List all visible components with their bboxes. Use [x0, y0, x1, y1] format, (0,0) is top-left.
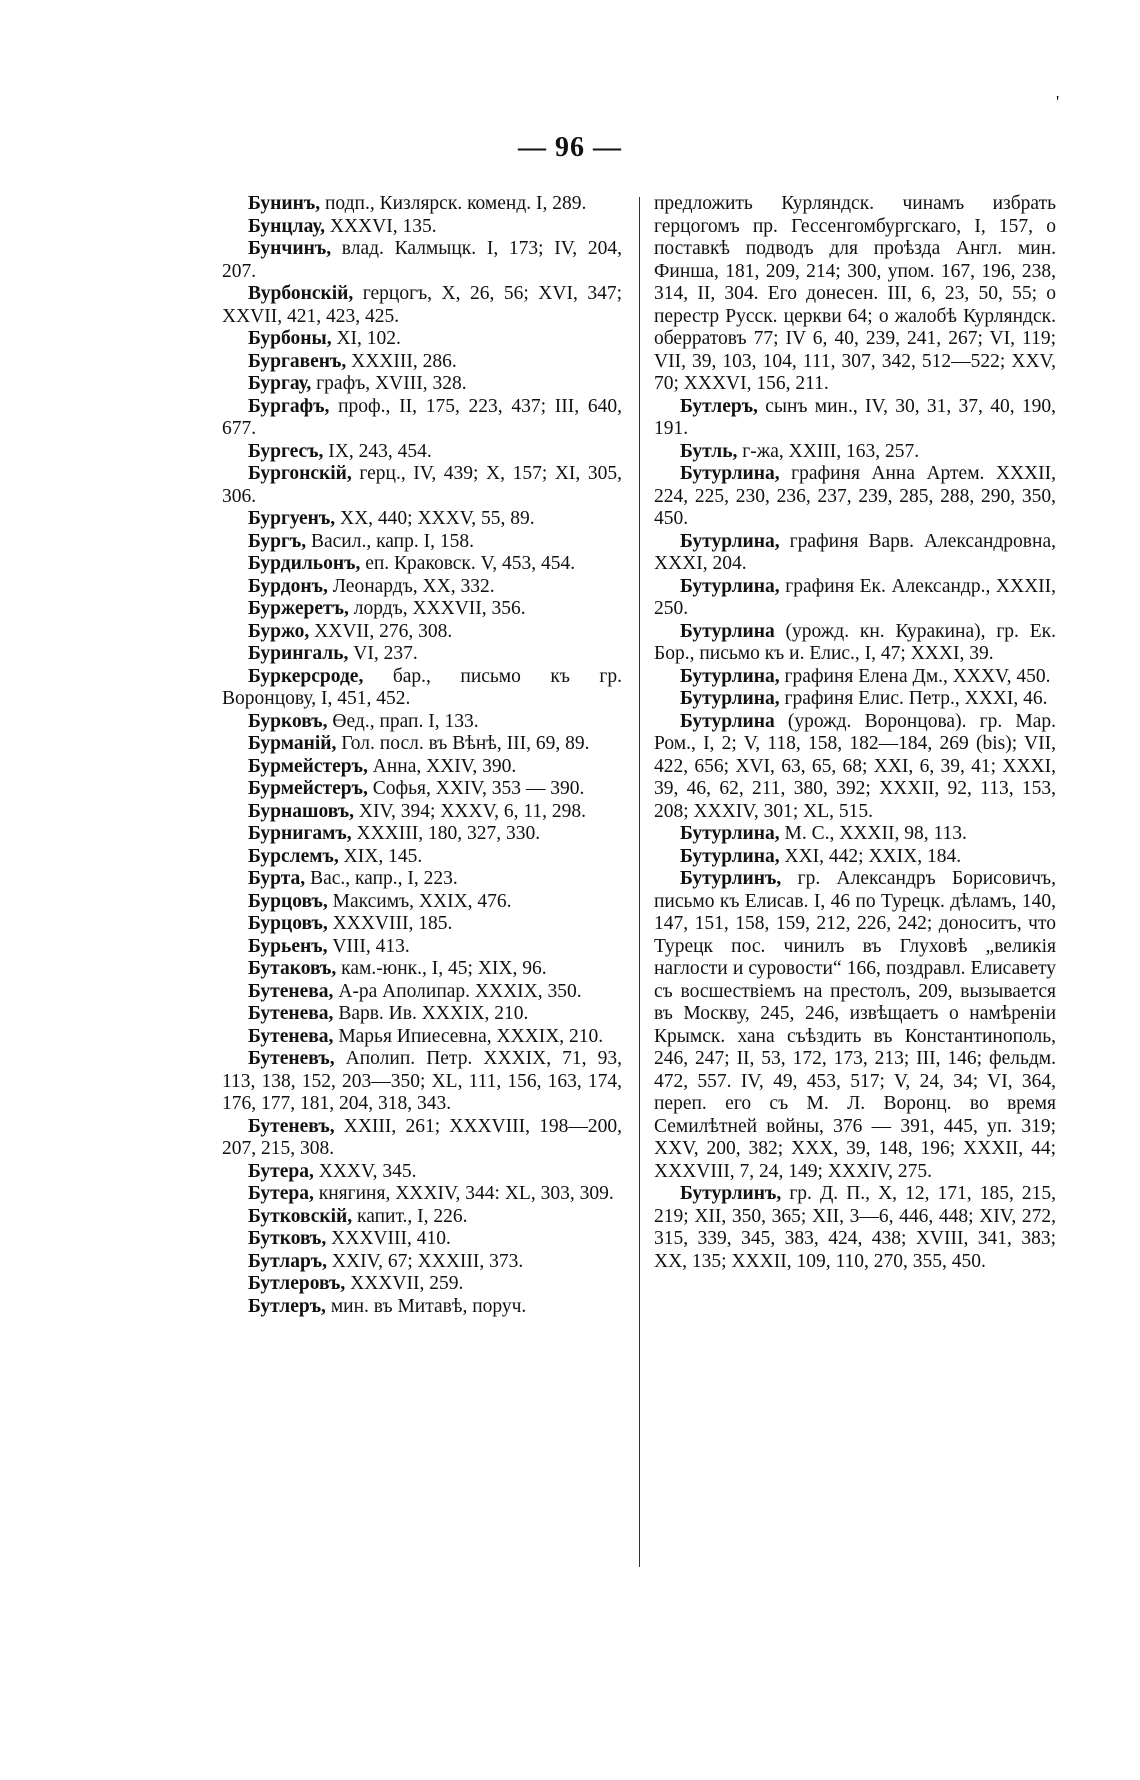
entry-references: XXXIII, 180, 327, 330.: [356, 823, 541, 844]
index-entry: [222, 868, 622, 891]
index-entry: [222, 936, 622, 959]
entry-references: гр. Александръ Борисовичъ, письмо къ Елисав. I, 46 по Турецк. дѣламъ, 140, 147, 151, 158, 159, 212, 226, 242; доноситъ, что Турецк пос. чинилъ въ Глуховѣ „великія наглости и суровости“ 166, поздравл. Елисавету съ восшествіемъ на престолъ, 209, вызывается въ Москву, 245, 246, извѣщаетъ о намѣреніи Крымск. хана съѣздить въ Константинополь, 246, 247; II, 53, 172, 173, 213; III, 146; фельдм. 472, 557. IV, 49, 453, 517; V, 24, 34; VI, 364, переп. его съ М. Л. Воронц. во время Семилѣтней войны, 376 — 391, 445, уп. 319; XXV, 200, 382; XXX, 39, 148, 196; XXXII, 44; XXXVIII, 7, 24, 149; XXXIV, 275.: [654, 868, 1056, 1182]
index-entry: [222, 846, 622, 869]
index-entry: [222, 1251, 622, 1274]
index-entry: [222, 801, 622, 824]
entry-heading: Бургау,: [248, 373, 312, 394]
index-entry: [222, 1161, 622, 1184]
entry-references: VI, 237.: [353, 643, 418, 664]
entry-heading: Бутенева,: [248, 1003, 334, 1024]
entry-heading: Бунинъ,: [248, 193, 321, 214]
entry-references: IX, 243, 454.: [328, 440, 432, 462]
left-column: [222, 193, 622, 1318]
index-entry: [222, 981, 622, 1004]
entry-heading: Бурслемъ,: [248, 845, 339, 867]
entry-references: г-жа, XXIII, 163, 257.: [742, 440, 920, 462]
entry-references: М. С., XXXII, 98, 113.: [784, 823, 967, 844]
index-entry: [654, 666, 1056, 689]
index-entry: [222, 1026, 622, 1049]
entry-heading: Бурманій,: [248, 733, 337, 754]
index-entry: [222, 396, 622, 441]
entry-heading: Бургавенъ,: [248, 350, 347, 372]
index-entry: [654, 823, 1056, 846]
entry-references: XXXVIII, 410.: [331, 1228, 451, 1249]
entry-references: XX, 440; XXXV, 55, 89.: [340, 508, 535, 529]
entry-references: VIII, 413.: [332, 935, 410, 957]
entry-references: А-ра Аполипар. XXXIX, 350.: [338, 980, 582, 1002]
entry-references: подп., Кизлярск. коменд. I, 289.: [324, 193, 587, 214]
index-entry: [654, 688, 1056, 711]
entry-heading: Бутурлина,: [680, 688, 780, 709]
entry-references: Марья Ипиесевна, XXXIX, 210.: [338, 1025, 604, 1047]
entry-heading: Бурмейстеръ,: [248, 778, 368, 799]
entry-references: XXXVIII, 185.: [332, 913, 453, 934]
index-entry: [222, 643, 622, 666]
entry-heading: Бурцовъ,: [248, 890, 328, 912]
column-divider: [639, 197, 640, 1567]
index-entry: [222, 463, 622, 508]
index-entry: [222, 1206, 622, 1229]
entry-heading: Бурьенъ,: [248, 935, 328, 957]
index-entry: [222, 193, 622, 216]
entry-references: XXVII, 276, 308.: [314, 620, 453, 642]
index-entry: [222, 778, 622, 801]
entry-heading: Бурковъ,: [248, 710, 328, 732]
entry-references: XXXIII, 286.: [351, 350, 457, 372]
entry-heading: Бурцовъ,: [248, 913, 328, 934]
entry-heading: Бутлеръ,: [248, 1295, 326, 1317]
entry-heading: Бутеневъ,: [248, 1048, 335, 1069]
entry-references: герцогъ, X, 26, 56; XVI, 347; XXVII, 421, 423, 425.: [222, 283, 622, 327]
index-entry: [654, 711, 1056, 824]
entry-references: проф., II, 175, 223, 437; III, 640, 677.: [222, 395, 622, 439]
entry-references: XXI, 442; XXIX, 184.: [784, 845, 962, 867]
index-entry: [222, 1048, 622, 1116]
index-entry: [222, 1003, 622, 1026]
index-entry: [222, 283, 622, 328]
index-entry: [222, 958, 622, 981]
entry-references: (урожд. Воронцова). гр. Мар. Ром., I, 2; V, 118, 158, 182—184, 269 (bis); VII, 422, 656; XVI, 63, 65, 68; XXI, 6, 39, 41; XXXI, 39, 46, 62, 211, 380, 392; XXXII, 92, 113, 153, 208; XXXIV, 301; XL, 515.: [654, 710, 1056, 822]
index-entry: [222, 531, 622, 554]
entry-heading: Бутковъ,: [248, 1228, 327, 1249]
index-entry: [222, 1116, 622, 1161]
entry-heading: Бутенева,: [248, 980, 334, 1002]
entry-references: Аполип. Петр. XXXIX, 71, 93, 113, 138, 152, 203—350; XL, 111, 156, 163, 174, 176, 177, 181, 204, 318, 343.: [222, 1048, 623, 1114]
right-column: [654, 193, 1056, 1273]
index-entry: [222, 621, 622, 644]
entry-references: капит., I, 226.: [357, 1205, 468, 1227]
index-entry: [222, 711, 622, 734]
entry-references: (урожд. кн. Куракина), гр. Ек. Бор., письмо къ и. Елис., I, 47; XXXI, 39.: [654, 620, 1056, 664]
entry-heading: Бургафъ,: [248, 395, 330, 417]
entry-references: XXIV, 67; XXXIII, 373.: [331, 1250, 524, 1272]
index-entry: [654, 531, 1056, 576]
entry-references: сынъ мин., IV, 30, 31, 37, 40, 190, 191.: [654, 395, 1056, 439]
entry-heading: Буржо,: [248, 620, 310, 642]
entry-references: графиня Ек. Александр., XXXII, 250.: [654, 575, 1057, 619]
entry-references: кам.-юнк., I, 45; XIX, 96.: [341, 958, 547, 979]
entry-heading: Бунцлау,: [248, 215, 326, 237]
entry-references: мин. въ Митавѣ, поруч.: [330, 1295, 527, 1317]
index-entry: [222, 913, 622, 936]
index-entry: [222, 216, 622, 239]
entry-references: XIV, 394; XXXV, 6, 11, 298.: [358, 800, 587, 822]
entry-heading: Бутурлина: [680, 620, 775, 642]
entry-references: Варв. Ив. XXXIX, 210.: [338, 1003, 529, 1024]
index-entry: [654, 193, 1056, 396]
index-entry: [222, 733, 622, 756]
index-entry: [222, 351, 622, 374]
entry-heading: Вурбонскій,: [248, 283, 354, 304]
entry-heading: Бутлеровъ,: [248, 1273, 346, 1294]
entry-heading: Бутурлинъ,: [680, 868, 782, 889]
entry-references: Гол. посл. въ Вѣнѣ, III, 69, 89.: [341, 733, 590, 754]
entry-heading: Бургъ,: [248, 530, 307, 552]
entry-references: лордъ, XXXVII, 356.: [353, 598, 526, 619]
entry-heading: Бутера,: [248, 1160, 314, 1182]
entry-references: XXXVII, 259.: [350, 1273, 464, 1294]
entry-references: Васил., капр. I, 158.: [310, 530, 474, 552]
entry-heading: Бурта,: [248, 868, 306, 889]
index-entry: [654, 463, 1056, 531]
entry-heading: Буржеретъ,: [248, 598, 349, 619]
index-entry: [222, 598, 622, 621]
entry-heading: Бутурлина,: [680, 823, 780, 844]
index-entry: [654, 576, 1056, 621]
entry-references: Леонардъ, XX, 332.: [332, 575, 495, 597]
entry-references: XIX, 145.: [343, 845, 423, 867]
entry-references: бар., письмо къ гр. Воронцову, I, 451, 452.: [222, 665, 623, 709]
entry-heading: Бутурлина,: [680, 530, 780, 552]
page-number: — 96 —: [518, 132, 622, 163]
entry-heading: Бурдонъ,: [248, 575, 328, 597]
entry-heading: Бутаковъ,: [248, 958, 337, 979]
entry-heading: Бутурлина,: [680, 463, 780, 484]
entry-heading: Бурингаль,: [248, 643, 349, 664]
entry-references: графиня Елена Дм., XXXV, 450.: [784, 665, 1051, 687]
index-entry: [222, 1273, 622, 1296]
index-entry: [654, 621, 1056, 666]
entry-references: княгиня, XXXIV, 344: XL, 303, 309.: [318, 1183, 614, 1204]
index-entry: [222, 756, 622, 779]
entry-references: Максимъ, XXIX, 476.: [332, 890, 512, 912]
entry-references: XXXVI, 135.: [329, 215, 437, 237]
index-entry: [222, 238, 622, 283]
entry-references: графъ, XVIII, 328.: [316, 373, 467, 394]
index-entry: [222, 441, 622, 464]
entry-heading: Бурнигамъ,: [248, 823, 352, 844]
entry-heading: Бургонскій,: [248, 463, 352, 484]
entry-references: XXIII, 261; XXXVIII, 198—200, 207, 215, 308.: [222, 1115, 623, 1159]
index-entry: [222, 508, 622, 531]
index-entry: [222, 1183, 622, 1206]
index-entry: [222, 823, 622, 846]
entry-references: графиня Елис. Петр., XXXI, 46.: [784, 688, 1048, 709]
entry-heading: Бурдильонъ,: [248, 553, 361, 574]
index-entry: [222, 1296, 622, 1319]
entry-heading: Бутковскій,: [248, 1205, 353, 1227]
entry-heading: Бутурлина: [680, 710, 775, 732]
index-entry: [222, 553, 622, 576]
index-entry: [654, 868, 1056, 1183]
entry-heading: Бутурлина,: [680, 665, 780, 687]
entry-heading: Бутлеръ,: [680, 395, 758, 417]
entry-heading: Бурнашовъ,: [248, 800, 355, 822]
entry-references: герц., IV, 439; X, 157; XI, 305, 306.: [222, 463, 623, 507]
entry-references: еп. Краковск. V, 453, 454.: [365, 553, 576, 574]
entry-heading: Бунчинъ,: [248, 238, 332, 259]
entry-references: влад. Калмыцк. I, 173; IV, 204, 207.: [222, 238, 622, 282]
index-entry: [654, 441, 1056, 464]
entry-references: XXXV, 345.: [318, 1160, 417, 1182]
entry-references: XI, 102.: [336, 328, 401, 349]
entry-heading: Буркерсроде,: [248, 665, 364, 687]
index-entry: [654, 1183, 1056, 1273]
entry-heading: Бутларъ,: [248, 1250, 328, 1272]
entry-references: графиня Варв. Александровна, XXXI, 204.: [654, 530, 1056, 574]
entry-heading: Бургуенъ,: [248, 508, 336, 529]
entry-heading: Бурмейстеръ,: [248, 755, 368, 777]
entry-references: Вас., капр., I, 223.: [310, 868, 458, 889]
entry-references: гр. Д. П., X, 12, 171, 185, 215, 219; XII, 350, 365; XII, 3—6, 446, 448; XIV, 272, 315, 339, 345, 383, 424, 438; XVIII, 341, 383; XX, 135; XXXII, 109, 110, 270, 355, 450.: [654, 1183, 1057, 1272]
index-entry: [222, 576, 622, 599]
entry-heading: Бутенева,: [248, 1025, 334, 1047]
entry-references: графиня Анна Артем. XXXII, 224, 225, 230, 236, 237, 239, 285, 288, 290, 350, 450.: [654, 463, 1056, 529]
index-entry: [222, 373, 622, 396]
entry-heading: Бурбоны,: [248, 328, 332, 349]
entry-heading: Бутера,: [248, 1183, 314, 1204]
corner-mark: ': [1056, 92, 1060, 112]
entry-references: Софья, XXIV, 353 — 390.: [372, 778, 585, 799]
index-entry: [222, 328, 622, 351]
entry-references: предложить Курляндск. чинамъ избрать герцогомъ пр. Гессенгомбургскаго, I, 157, о поставкѣ подводъ для проѣзда Англ. мин. Финша, 181, 209, 214; 300, упом. 167, 196, 238, 314, II, 304. Его донесен. III, 6, 23, 50, 55; о перестр Русск. церкви 64; о жалобѣ Курляндск. оберратовъ 77; IV 6, 40, 239, 241, 267; VI, 119; VII, 39, 103, 104, 111, 307, 342, 512—522; XXV, 70; XXXVI, 156, 211.: [654, 193, 1056, 394]
entry-references: Өед., прап. I, 133.: [332, 710, 479, 732]
index-entry: [654, 396, 1056, 441]
entry-heading: Бургесъ,: [248, 440, 324, 462]
index-entry: [222, 1228, 622, 1251]
entry-heading: Бутль,: [680, 440, 738, 462]
entry-heading: Бутурлинъ,: [680, 1183, 782, 1204]
index-entry: [654, 846, 1056, 869]
entry-heading: Бутурлина,: [680, 845, 780, 867]
entry-heading: Бутурлина,: [680, 575, 780, 597]
index-entry: [222, 666, 622, 711]
entry-heading: Бутеневъ,: [248, 1115, 335, 1137]
entry-references: Анна, XXIV, 390.: [372, 755, 517, 777]
index-entry: [222, 891, 622, 914]
